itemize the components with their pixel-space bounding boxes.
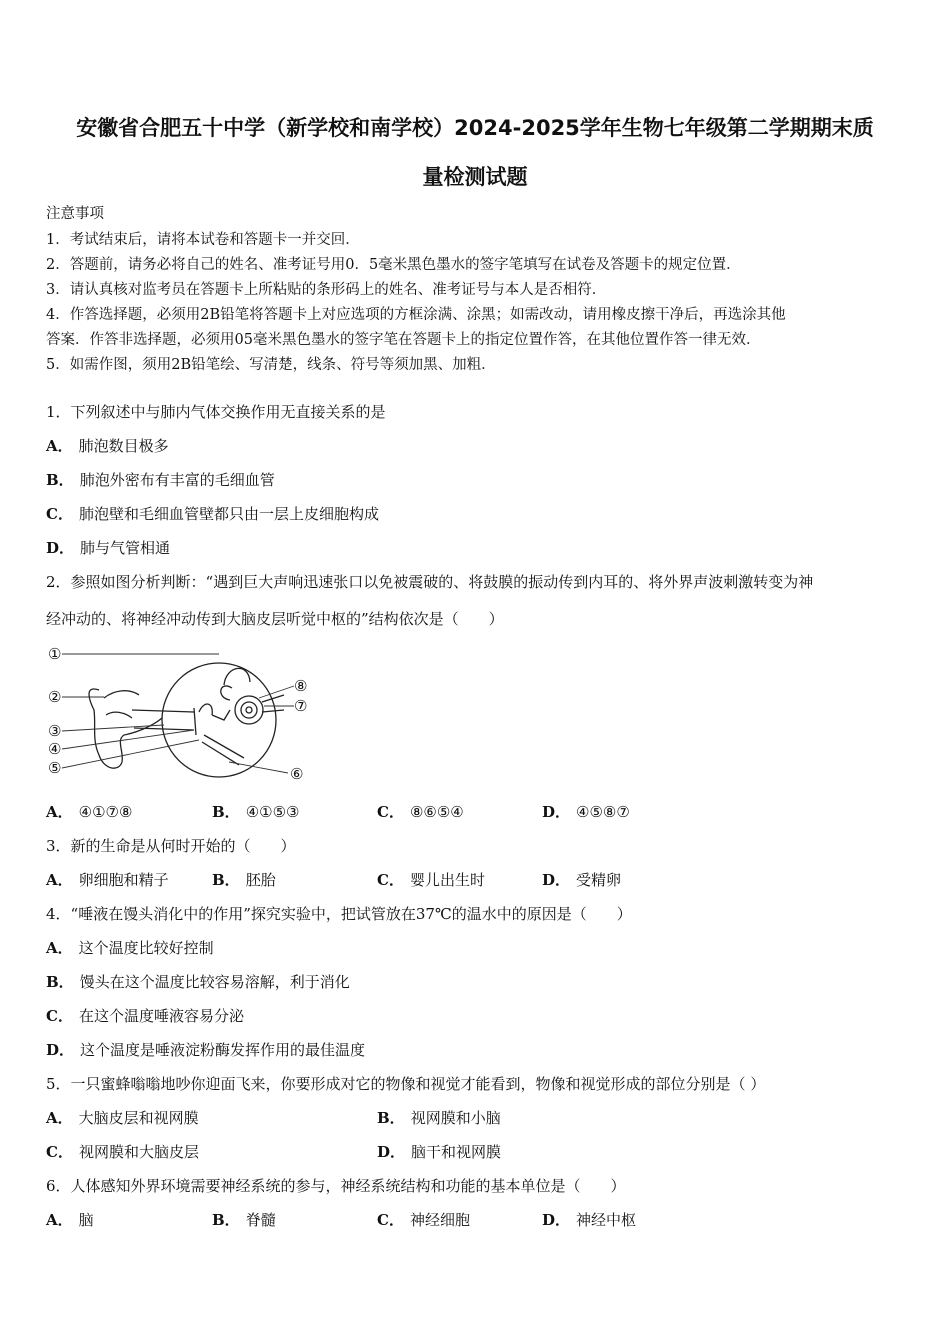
- q4-option-b: B． 馒头在这个温度比较容易溶解，利于消化: [46, 973, 350, 991]
- figure-label: ①: [48, 645, 62, 663]
- ear-structure-figure: [44, 640, 319, 786]
- figure-label: ⑦: [294, 697, 308, 715]
- q2-option-b: B． ④①⑤③: [212, 803, 300, 821]
- notice-item: 3．请认真核对监考员在答题卡上所粘贴的条形码上的姓名、准考证号与本人是否相符．: [46, 282, 607, 298]
- q3-option-d: D． 受精卵: [542, 871, 622, 889]
- exam-title-line1: 安徽省合肥五十中学（新学校和南学校）2024-2025学年生物七年级第二学期期末质: [76, 116, 874, 140]
- q6-option-d: D． 神经中枢: [542, 1211, 637, 1229]
- figure-label: ③: [48, 722, 62, 740]
- q1-option-a: A． 肺泡数目极多: [46, 437, 169, 455]
- notice-item: 4．作答选择题，必须用2B铅笔将答题卡上对应选项的方框涂满、涂黑；如需改动，请用橡皮擦干净后，再选涂其他: [46, 307, 786, 323]
- notice-item: 5．如需作图，须用2B铅笔绘、写清楚，线条、符号等须加黑、加粗．: [46, 357, 496, 373]
- q1-option-c: C． 肺泡壁和毛细血管壁都只由一层上皮细胞构成: [46, 505, 379, 523]
- question-2-stem-line2: 经冲动的、将神经冲动传到大脑皮层听觉中枢的”结构依次是（ ）: [46, 610, 504, 628]
- q6-option-b: B． 脊髓: [212, 1211, 276, 1229]
- question-6-stem: 6．人体感知外界环境需要神经系统的参与，神经系统结构和功能的基本单位是（ ）: [46, 1177, 626, 1195]
- figure-label: ②: [48, 688, 62, 706]
- q5-option-d: D． 脑干和视网膜: [377, 1143, 502, 1161]
- q5-option-c: C． 视网膜和大脑皮层: [46, 1143, 199, 1161]
- figure-label: ⑥: [290, 765, 304, 783]
- q2-option-d: D． ④⑤⑧⑦: [542, 803, 630, 821]
- notice-item: 答案．作答非选择题，必须用05毫米黑色墨水的签字笔在答题卡上的指定位置作答，在其他位置作答一律无效．: [46, 332, 761, 348]
- figure-label: ④: [48, 740, 62, 758]
- question-5-stem: 5．一只蜜蜂嗡嗡地吵你迎面飞来，你要形成对它的物像和视觉才能看到，物像和视觉形成的部位分别是（ ）: [46, 1075, 766, 1093]
- notice-item: 1．考试结束后，请将本试卷和答题卡一并交回．: [46, 232, 360, 248]
- question-3-stem: 3．新的生命是从何时开始的（ ）: [46, 837, 296, 855]
- exam-title-line2: 量检测试题: [422, 165, 528, 189]
- figure-label: ⑧: [294, 677, 308, 695]
- q4-option-d: D． 这个温度是唾液淀粉酶发挥作用的最佳温度: [46, 1041, 366, 1059]
- question-4-stem: 4．“唾液在馒头消化中的作用”探究实验中，把试管放在37℃的温水中的原因是（ ）: [46, 905, 632, 923]
- question-1-stem: 1．下列叙述中与肺内气体交换作用无直接关系的是: [46, 403, 386, 421]
- q5-option-b: B． 视网膜和小脑: [377, 1109, 501, 1127]
- q5-option-a: A． 大脑皮层和视网膜: [46, 1109, 199, 1127]
- notice-item: 2．答题前，请务必将自己的姓名、准考证号用0．5毫米黑色墨水的签字笔填写在试卷及答题卡的规定位置．: [46, 257, 741, 273]
- q1-option-b: B． 肺泡外密布有丰富的毛细血管: [46, 471, 275, 489]
- figure-label: ⑤: [48, 759, 62, 777]
- question-2-stem-line1: 2．参照如图分析判断：“遇到巨大声响迅速张口以免被震破的、将鼓膜的振动传到内耳的、将外界声波刺激转变为神: [46, 573, 814, 591]
- q6-option-c: C． 神经细胞: [377, 1211, 470, 1229]
- notice-heading: 注意事项: [46, 206, 104, 222]
- q3-option-c: C． 婴儿出生时: [377, 871, 485, 889]
- q1-option-d: D． 肺与气管相通: [46, 539, 171, 557]
- q2-option-c: C． ⑧⑥⑤④: [377, 803, 464, 821]
- q3-option-a: A． 卵细胞和精子: [46, 871, 169, 889]
- q3-option-b: B． 胚胎: [212, 871, 276, 889]
- q2-option-a: A． ④①⑦⑧: [46, 803, 133, 821]
- q4-option-c: C． 在这个温度唾液容易分泌: [46, 1007, 244, 1025]
- q6-option-a: A． 脑: [46, 1211, 94, 1229]
- q4-option-a: A． 这个温度比较好控制: [46, 939, 214, 957]
